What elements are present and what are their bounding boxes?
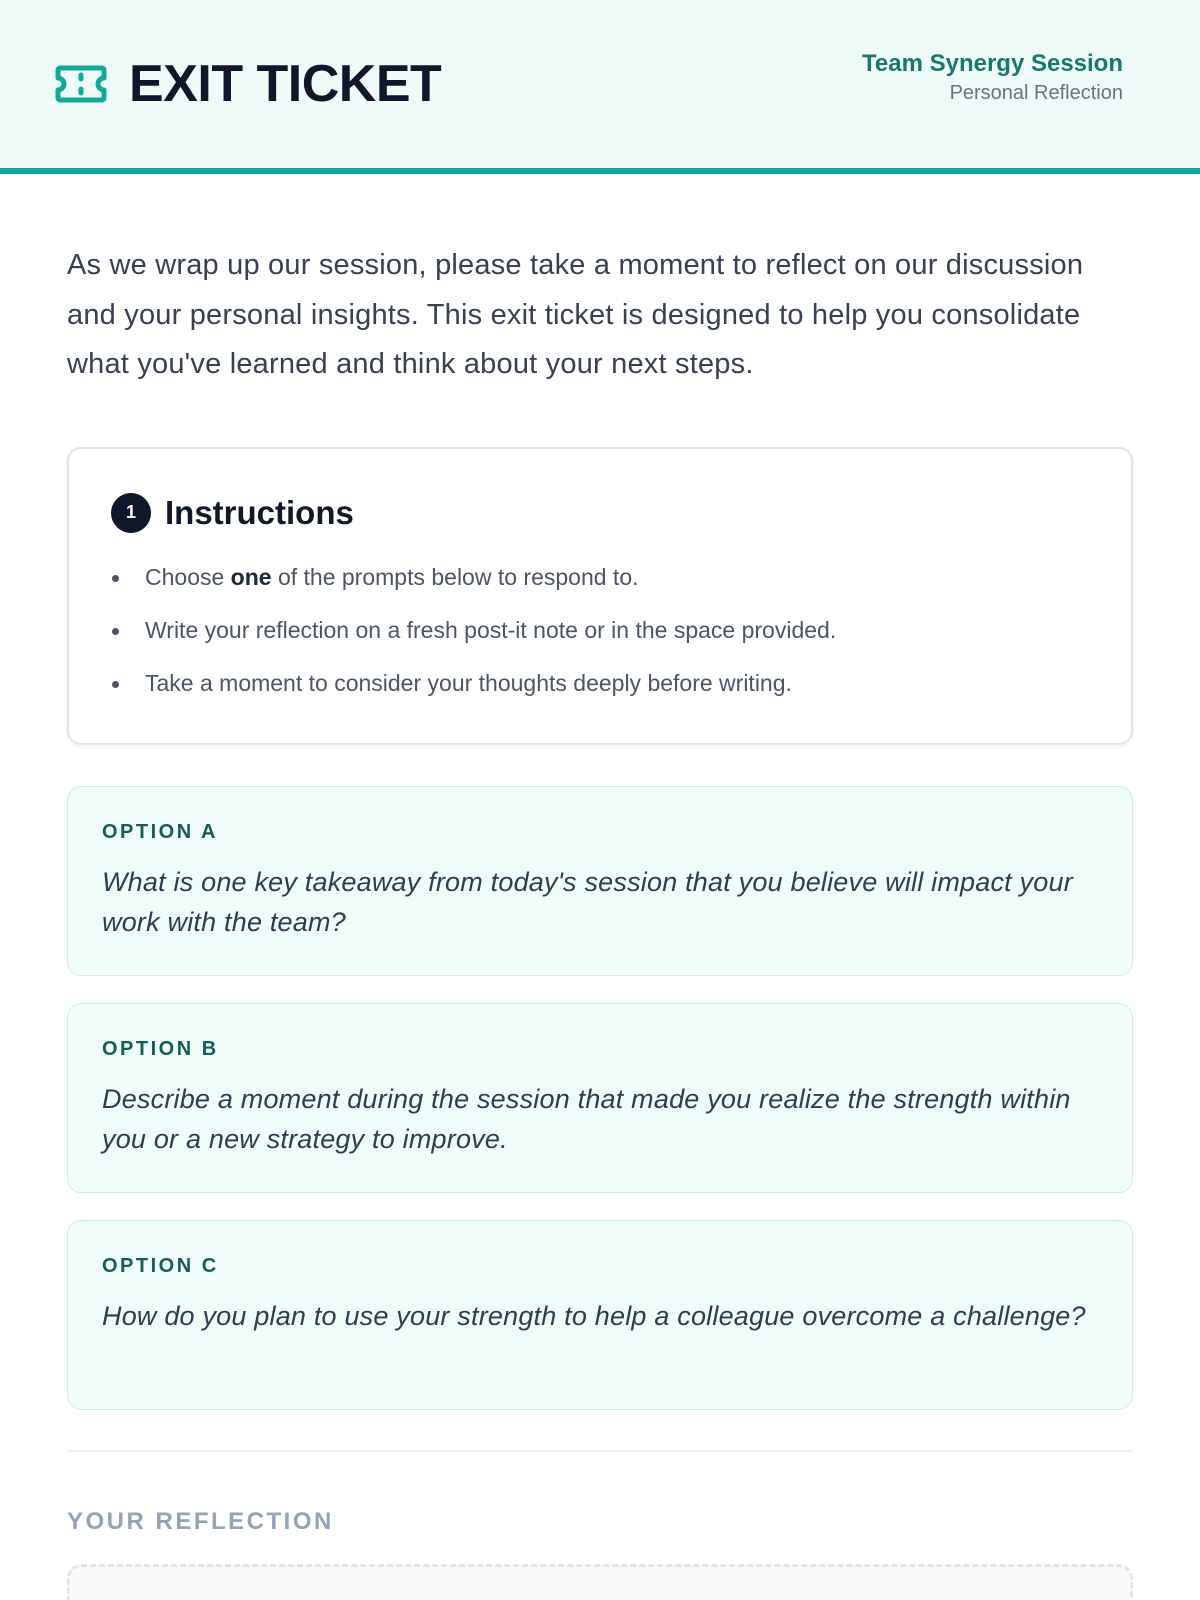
intro-paragraph: As we wrap up our session, please take a moment to reflect on our discussion and your personal insights. This exit ticket is designed to help you consolidate what you've learned and think about your next steps. <box>67 249 1084 380</box>
instruction-text-after: of the prompts below to respond to. <box>271 563 639 590</box>
session-info <box>862 49 1123 107</box>
brand <box>55 55 442 113</box>
page-header <box>0 0 1200 174</box>
step-number-badge: 1 <box>111 493 151 533</box>
option-prompt: Describe a moment during the session that made you realize the strength within you or a new strategy to improve. <box>102 1083 1071 1154</box>
option-card-a[interactable] <box>67 786 1133 976</box>
instruction-item: Take a moment to consider your thoughts deeply before writing. <box>111 669 1089 697</box>
instructions-title: Instructions <box>165 493 354 531</box>
main-content <box>0 241 1200 1600</box>
reflection-input-area[interactable] <box>67 1564 1133 1600</box>
session-subtitle: Personal Reflection <box>949 82 1123 104</box>
option-card-c[interactable] <box>67 1220 1133 1410</box>
option-card-b[interactable] <box>67 1003 1133 1193</box>
instructions-list <box>111 563 1089 697</box>
reflection-label: YOUR REFLECTION <box>67 1507 334 1535</box>
instruction-text-before: Choose <box>145 563 231 590</box>
option-prompt: How do you plan to use your strength to help a colleague overcome a challenge? <box>102 1300 1086 1331</box>
option-label: OPTION C <box>102 1254 219 1277</box>
instruction-text-bold: one <box>230 563 272 590</box>
instructions-header <box>111 493 1089 533</box>
section-divider <box>67 1450 1133 1452</box>
session-title: Team Synergy Session <box>862 50 1123 77</box>
option-label: OPTION A <box>102 820 218 843</box>
option-label: OPTION B <box>102 1037 219 1060</box>
page-title: EXIT TICKET <box>129 55 442 113</box>
option-prompt: What is one key takeaway from today's session that you believe will impact your work with the team? <box>102 866 1073 937</box>
instruction-item <box>111 563 1089 591</box>
ticket-icon <box>55 65 107 103</box>
instructions-card <box>67 447 1133 745</box>
instruction-item: Write your reflection on a fresh post-it note or in the space provided. <box>111 616 1089 644</box>
